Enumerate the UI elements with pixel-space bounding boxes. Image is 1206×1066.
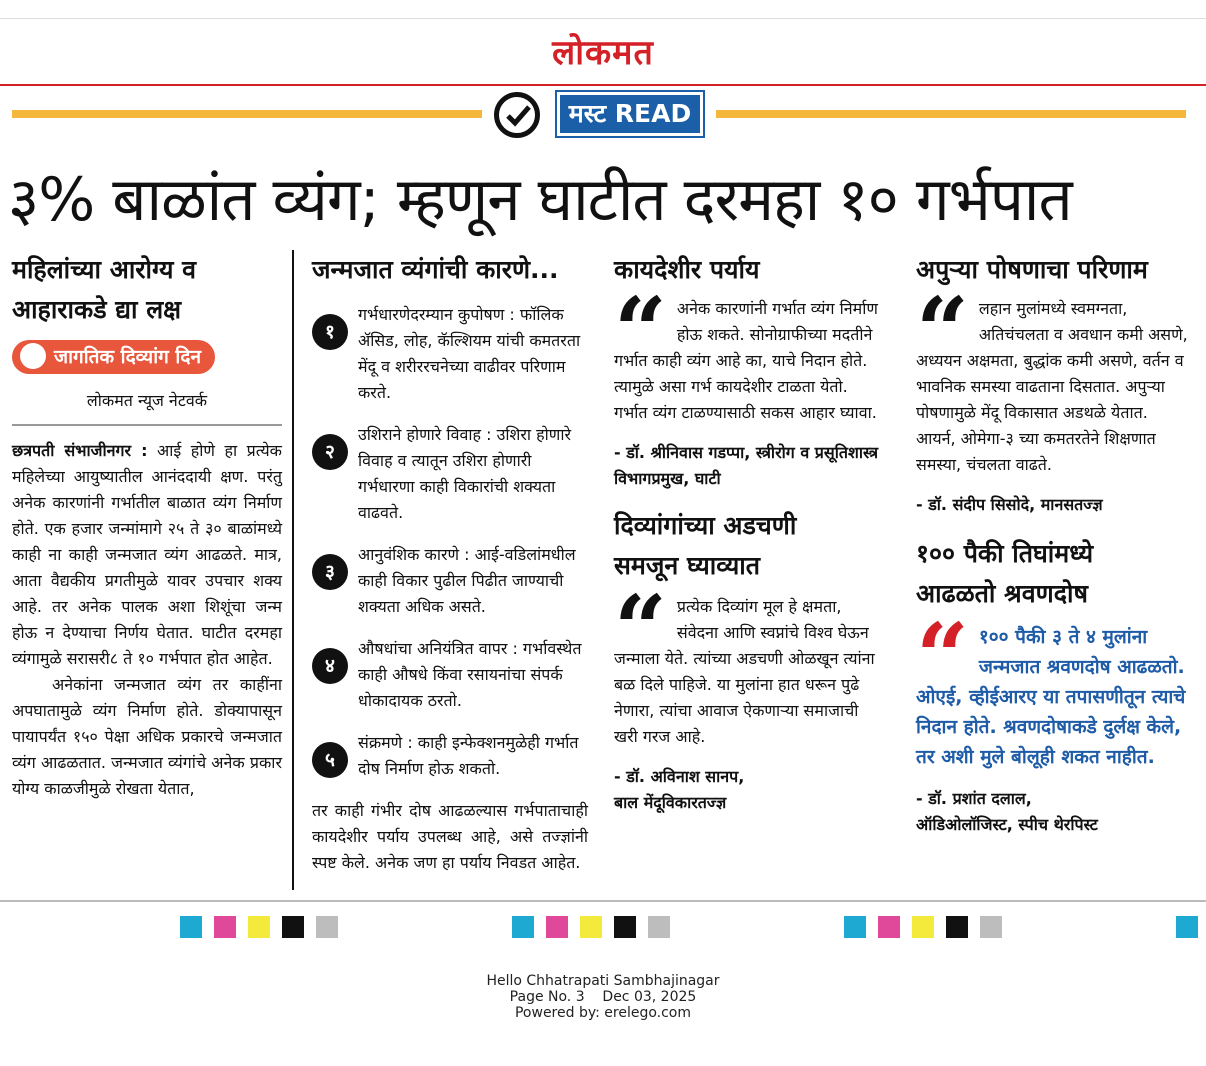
event-badge xyxy=(12,340,215,374)
cause-item xyxy=(312,636,588,714)
legal-option-quote-text: अनेक कारणांनी गर्भात व्यंग निर्माण होऊ शकते. सोनोग्राफीच्या मदतीने गर्भात काही व्यंग आहे का, याचे निदान होते. त्यामुळे असा गर्भ कायदेशीर टाळता येतो. गर्भात व्यंग टाळण्यासाठी सकस आहार घ्यावा. xyxy=(614,299,878,422)
color-swatch xyxy=(648,916,670,938)
color-swatch xyxy=(546,916,568,938)
byline: लोकमत न्यूज नेटवर्क xyxy=(86,391,208,410)
disability-quote-text: प्रत्येक दिव्यांग मूल हे क्षमता, संवेदना आणि स्वप्नांचे विश्व घेऊन जन्माला येते. त्यांच्या अडचणी ओळखून त्यांना बळ दिले पाहिजे. या मुलांना हात धरून पुढे नेणारा, त्यांचा आवाज ऐकणाऱ्या समाजाची खरी गरज आहे. xyxy=(614,597,875,746)
color-swatch xyxy=(1176,916,1198,938)
color-registration-strip-1 xyxy=(180,916,350,938)
cause-number: ५ xyxy=(312,742,348,778)
column-causes xyxy=(312,250,588,876)
disability-title-line-2: समजून घ्याव्यात xyxy=(614,551,761,580)
color-swatch xyxy=(980,916,1002,938)
color-swatch xyxy=(214,916,236,938)
cause-text: संक्रमणे : काही इन्फेक्शनमुळेही गर्भात दोष निर्माण होऊ शकतो. xyxy=(358,733,579,778)
hearing-title-line-2: आढळतो श्रवणदोष xyxy=(916,579,1088,608)
color-swatch xyxy=(946,916,968,938)
footer-page-date: Page No. 3 Dec 03, 2025 xyxy=(509,989,697,1005)
top-rule xyxy=(0,18,1206,19)
color-registration-strip-2 xyxy=(512,916,682,938)
quote-mark-icon: “ xyxy=(614,277,667,385)
bottom-rule xyxy=(0,900,1206,902)
dateline: छत्रपती संभाजीनगर : xyxy=(12,441,148,460)
story-title-line-2: आहाराकडे द्या लक्ष xyxy=(12,295,182,324)
nutrition-quote xyxy=(916,277,1188,478)
color-swatch xyxy=(580,916,602,938)
footer-powered-by: Powered by: erelego.com xyxy=(514,1005,692,1021)
nutrition-quote-text: लहान मुलांमध्ये स्वमग्नता, अतिचंचलता व अवधान कमी असणे, अध्ययन अक्षमता, बुद्धांक कमी असणे, वर्तन व भावनिक समस्या वाढताना दिसतात. अपुऱ्या पोषणामुळे मेंदू विकासात अडथळे येतात. आयर्न, ओमेगा-३ च्या कमतरतेने शिक्षणात समस्या, चंचलता वाढते. xyxy=(916,299,1188,474)
hearing-title-line-1: १०० पैकी तिघांमध्ये xyxy=(916,539,1094,568)
attribution-role: स्त्रीरोग व प्रसूतिशास्त्र विभागप्रमुख, घाटी xyxy=(614,443,879,488)
nutrition-attribution: - डॉ. संदीप सिसोदे, मानसतज्ज्ञ xyxy=(916,495,1103,514)
story-paragraph-1-text: आई होणे हा प्रत्येक महिलेच्या आयुष्यातील आनंददायी क्षण. परंतु अनेक कारणांनी गर्भातील बाळात व्यंग निर्माण होते. एक हजार जन्मांमागे २५ ते ३० बाळांमध्ये काही ना काही जन्मजात व्यंग आढळते. मात्र, आता वैद्यकीय प्रगतीमुळे यावर उपचार शक्य आहे. तर अनेक पालक अशा शिशूंचा जन्म होऊ न देण्याचा निर्णय घेतात. घाटीत दरमहा व्यंगामुळे सरासरी८ ते १० गर्भपात होत आहेत. xyxy=(12,441,282,668)
color-swatch xyxy=(512,916,534,938)
quote-mark-icon: “ xyxy=(916,277,969,385)
color-swatch xyxy=(248,916,270,938)
causes-closing-text: तर काही गंभीर दोष आढळल्यास गर्भपाताचाही कायदेशीर पर्याय उपलब्ध आहे, असे तज्ज्ञांनी स्पष्ट केले. अनेक जण हा पर्याय निवडत आहेत. xyxy=(312,801,588,872)
page-footer xyxy=(0,973,1206,1021)
must-read-tag xyxy=(557,92,703,136)
cause-text: आनुवंशिक कारणे : आई-वडिलांमधील काही विकार पुढील पिढीत जाण्याची शक्यता अधिक असते. xyxy=(358,545,576,616)
color-swatch xyxy=(878,916,900,938)
must-read-tag-read: READ xyxy=(614,99,692,128)
disability-attribution xyxy=(614,764,886,816)
accent-bar-right xyxy=(716,110,1186,118)
cause-text: औषधांचा अनियंत्रित वापर : गर्भावस्थेत काही औषधे किंवा रसायनांचा संपर्क धोकादायक ठरतो. xyxy=(358,639,582,710)
cause-number: ४ xyxy=(312,648,348,684)
story-title-line-1: महिलांच्या आरोग्य व xyxy=(12,255,197,284)
cause-item xyxy=(312,422,588,526)
color-swatch xyxy=(614,916,636,938)
cause-item xyxy=(312,730,588,782)
attribution-name: - डॉ. श्रीनिवास गडप्पा, xyxy=(614,443,751,462)
hearing-quote-text: १०० पैकी ३ ते ४ मुलांना जन्मजात श्रवणदोष आढळतो. ओएई, व्हीईआरए या तपासणीतून त्याचे निदान होते. श्रवणदोषाकडे दुर्लक्ष केले, तर अशी मुले बोलूही शकत नाहीत. xyxy=(916,626,1186,768)
quote-mark-icon: “ xyxy=(614,575,667,683)
byline-divider xyxy=(12,424,282,426)
attribution-role: ऑडिओलॉजिस्ट, स्पीच थेरपिस्ट xyxy=(916,815,1098,834)
legal-option-quote xyxy=(614,277,886,426)
page-headline: ३% बाळांत व्यंग; म्हणून घाटीत दरमहा १० गर्भपात xyxy=(8,165,1072,235)
cause-number: १ xyxy=(312,314,348,350)
cause-text: उशिराने होणारे विवाह : उशिरा होणारे विवाह व त्यातून उशिरा होणारी गर्भधारणा काही विकारांची शक्यता वाढवते. xyxy=(358,425,572,522)
attribution-name: - डॉ. अविनाश सानप, xyxy=(614,767,745,786)
hearing-quote xyxy=(916,603,1188,772)
causes-title: जन्मजात व्यंगांची कारणे... xyxy=(312,255,559,284)
attribution-name: - डॉ. प्रशांत दलाल, xyxy=(916,789,1032,808)
color-swatch xyxy=(316,916,338,938)
column-legal-option xyxy=(614,250,886,816)
must-read-tag-marathi: मस्ट xyxy=(568,99,607,128)
color-registration-strip-3 xyxy=(844,916,1014,938)
attribution-role: बाल मेंदूविकारतज्ज्ञ xyxy=(614,793,727,812)
column-nutrition xyxy=(916,250,1188,838)
accent-bar-left xyxy=(12,110,482,118)
cause-item xyxy=(312,302,588,406)
column-divider-1 xyxy=(292,250,294,890)
footer-edition: Hello Chhatrapati Sambhajinagar xyxy=(486,973,720,989)
cause-number: ३ xyxy=(312,554,348,590)
color-swatch xyxy=(912,916,934,938)
story-paragraph-1 xyxy=(12,438,282,672)
nutrition-title: अपुऱ्या पोषणाचा परिणाम xyxy=(916,255,1148,284)
cause-number: २ xyxy=(312,434,348,470)
color-swatch xyxy=(180,916,202,938)
legal-option-title: कायदेशीर पर्याय xyxy=(614,255,760,284)
story-paragraph-2: अनेकांना जन्मजात व्यंग तर काहींना अपघातामुळे व्यंग निर्माण होते. डोक्यापासून पायापर्यंत १५० पेक्षा अधिक प्रकारचे जन्मजात व्यंग आढळतात. जन्मजात व्यंगांचे अनेक प्रकार योग्य काळजीमुळे रोखता येतात, xyxy=(12,675,282,798)
disability-title-line-1: दिव्यांगांच्या अडचणी xyxy=(614,511,797,540)
cause-text: गर्भधारणेदरम्यान कुपोषण : फॉलिक ॲसिड, लोह, कॅल्शियम यांची कमतरता मेंदू व शरीररचनेच्या वाढीवर परिणाम करते. xyxy=(358,305,581,402)
wheelchair-icon xyxy=(20,343,46,369)
masthead-rule xyxy=(0,84,1206,86)
color-registration-strip-4 xyxy=(1176,916,1206,938)
color-swatch xyxy=(282,916,304,938)
color-swatch xyxy=(844,916,866,938)
hearing-attribution xyxy=(916,786,1188,838)
column-main-story xyxy=(12,250,282,802)
checkmark-icon xyxy=(494,92,540,138)
cause-item xyxy=(312,542,588,620)
event-badge-label: जागतिक दिव्यांग दिन xyxy=(54,346,201,368)
masthead-logo: लोकमत xyxy=(552,33,654,73)
quote-mark-icon: “ xyxy=(916,603,969,711)
legal-option-attribution xyxy=(614,440,886,492)
disability-quote xyxy=(614,575,886,750)
